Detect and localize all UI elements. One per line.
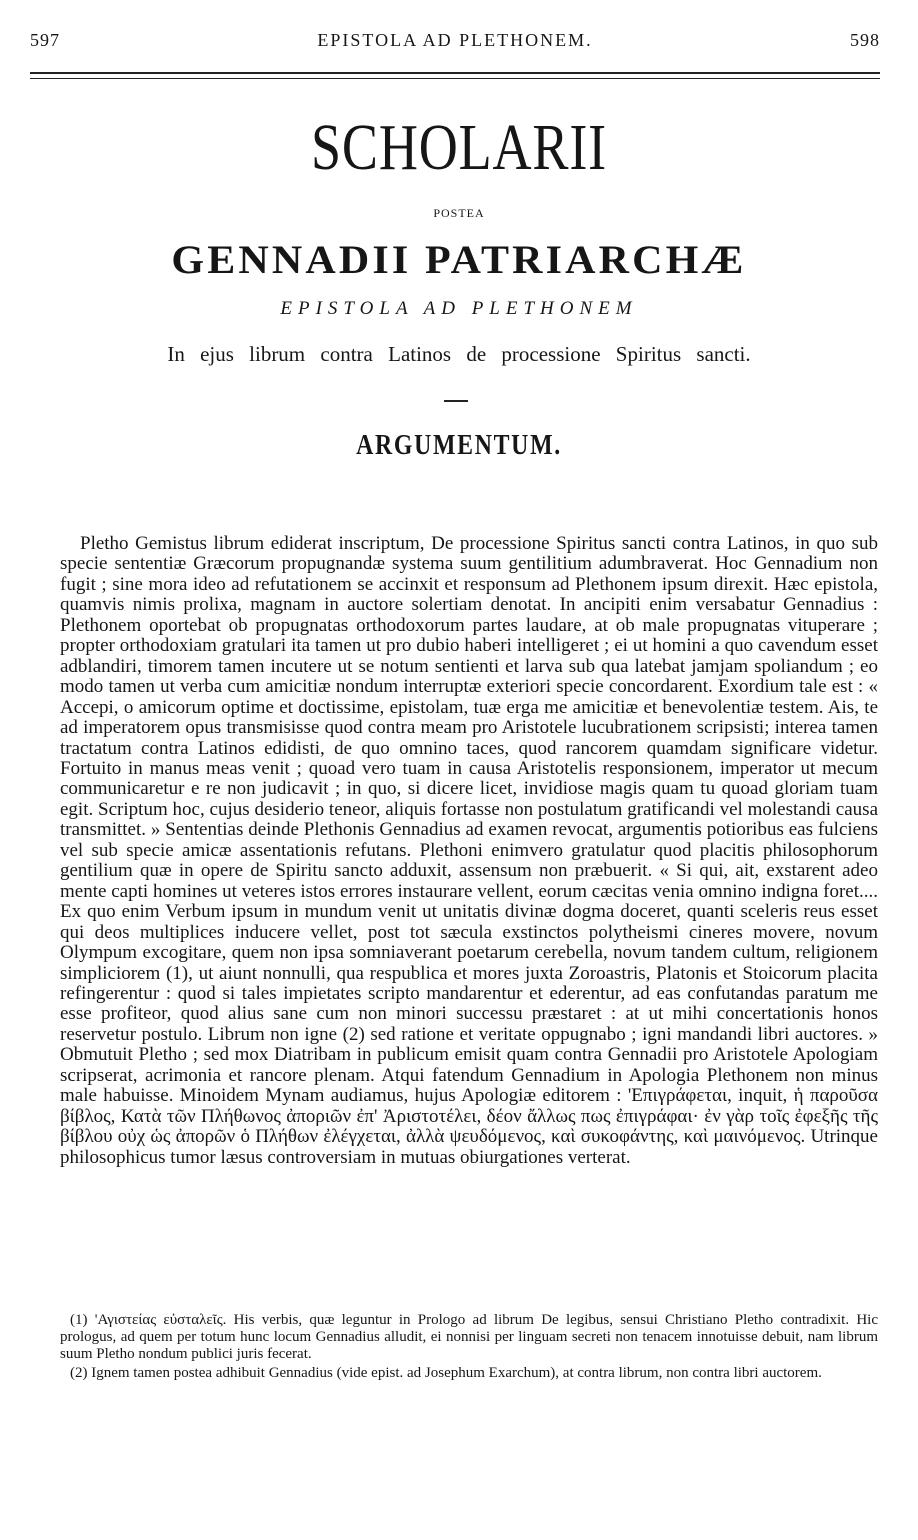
page-number-right: 598: [850, 30, 880, 50]
footnotes: [60, 1312, 878, 1384]
footnote-2: (2) Ignem tamen postea adhibuit Gennadius (vide epist. ad Josephum Exarchum), at contra librum, non contra libri auctorem.: [70, 1365, 822, 1381]
argument-body: [60, 534, 878, 1168]
title-separator: [444, 400, 468, 402]
header-rule-thick: [30, 72, 880, 74]
work-title: EPISTOLA AD PLETHONEM: [280, 298, 638, 319]
header-rule-thin: [30, 78, 880, 79]
main-title: SCHOLARII: [310, 111, 608, 184]
postea-label: POSTEA: [433, 206, 485, 220]
work-subject: In ejus librum contra Latinos de processione Spiritus sancti.: [167, 342, 751, 366]
author-title: GENNADII PATRIARCHÆ: [171, 237, 747, 282]
footnote-1: (1) 'Αγιστείας εὐσταλεῖς. His verbis, quæ leguntur in Prologo ad librum De legibus, sensui Christiano Pletho contradixit. Hic prologus, ad quem per totum hunc locum Gennadius alludit, ei nonnisi per linguam secreti non tenacem innotuisse debuit, nam librum suum Pletho nondum publici juris fecerat.: [60, 1312, 878, 1362]
page-number-left: 597: [30, 30, 60, 50]
running-title: EPISTOLA AD PLETHONEM.: [317, 30, 593, 50]
section-heading: ARGUMENTUM.: [356, 430, 562, 461]
argument-paragraph: Pletho Gemistus librum ediderat inscriptum, De processione Spiritus sancti contra Latinos, in quo sub specie sententiæ Græcorum propugnandæ systema suum gentilitium adumbraverat. Hoc Gennadium non fugit ; sine mora ideo ad refutationem se accinxit et responsum ad Plethonem ipsum direxit. Hæc epistola, quamvis nimis prolixa, magnam in auctore solertiam denotat. In ancipiti enim versabatur Gennadius : Plethonem oportebat ob propugnatas orthodoxorum partes laudare, at ob male propugnatas vituperare ; propter orthodoxiam gratulari ita tamen ut pro dubio haberi intelligeret ; ei ut homini a quo cavendum esset adblandiri, timorem tamen incutere ut se notum sentienti et larva sub qua latebat jamjam spoliandum ; eo modo tamen ut verba cum amicitiæ nondum interruptæ exteriori specie concordarent. Exordium tale est : « Accepi, o amicorum optime et doctissime, epistolam, tuæ erga me amicitiæ et benevolentiæ testem. Ais, te ad imperatorem opus transmisisse quod contra meam pro Aristotele lucubrationem scripsisti; interea tamen tractatum contra Latinos edidisti, de quo omnino taces, quod rancorem quamdam significare videtur. Fortuito in manus meas venit ; quoad vero tuam in causa Aristotelis responsionem, imperator ut mecum communicaretur e re non judicavit ; in quo, si dicere licet, invidiose magis quam tu quoad gloriam tuam egit. Scriptum hoc, cujus desiderio teneor, aliquis fortasse non postulatum gratificandi vel molestandi causa transmittet. » Sententias deinde Plethonis Gennadius ad examen revocat, argumentis potioribus eas fulciens vel sub specie amicæ assentationis refutans. Plethoni enimvero gratulatur quod placitis philosophorum gentilium quæ in opere de Spiritu sancto adduxit, assensum non præbuerit. « Si qui, ait, exstarent adeo mente capti homines ut veteres istos errores instaurare vellent, eorum cæcitas venia omnino indigna foret.... Ex quo enim Verbum ipsum in mundum venit ut unitatis divinæ dogma doceret, quanti sceleris reus esset qui deos multiplices inducere vellet, post tot sæcula exstinctos polytheismi cineres movere, novum Olympum excogitare, quem non ipsa somniaverant poetarum cerebella, novum tandem cultum, religionem simpliciorem (1), ut aiunt nonnulli, qua respublica et mores juxta Zoroastris, Platonis et Stoicorum placita refingerentur : quod si tales impietates scripto mandarentur et ederentur, ad eas confutandas paratum me esse profiteor, quod alius sane cum non minori successu præstaret : at ut mihi concertationis honos reservetur postulo. Librum non igne (2) sed ratione et veritate oppugnabo ; igni mandandi libri auctores. » Obmutuit Pletho ; sed mox Diatribam in publicum emisit quam contra Gennadii pro Aristotele Apologiam scripserat, acrimonia et rancore plenam. Atqui fatendum Gennadium in Apologia Plethonem non minus male habuisse. Minoidem Mynam audiamus, hujus Apologiæ editorem : 'Επιγράφεται, inquit, ἡ παροῦσα βίβλος, Κατὰ τῶν Πλήθωνος ἀποριῶν ἐπ' Ἀριστοτέλει, δέον ἄλλως πως ἐπιγράφαι· ἐν γὰρ τοῖς ἐφεξῆς τῆς βίβλου οὐχ ὡς ἀπορῶν ὁ Πλήθων ἐλέγχεται, ἀλλὰ ψευδόμενος, καὶ συκοφάντης, καὶ μαινόμενος. Utrinque philosophicus tumor læsus controversiam in mutuas obiurgationes verterat.: [60, 533, 878, 1168]
running-header: [30, 30, 880, 58]
